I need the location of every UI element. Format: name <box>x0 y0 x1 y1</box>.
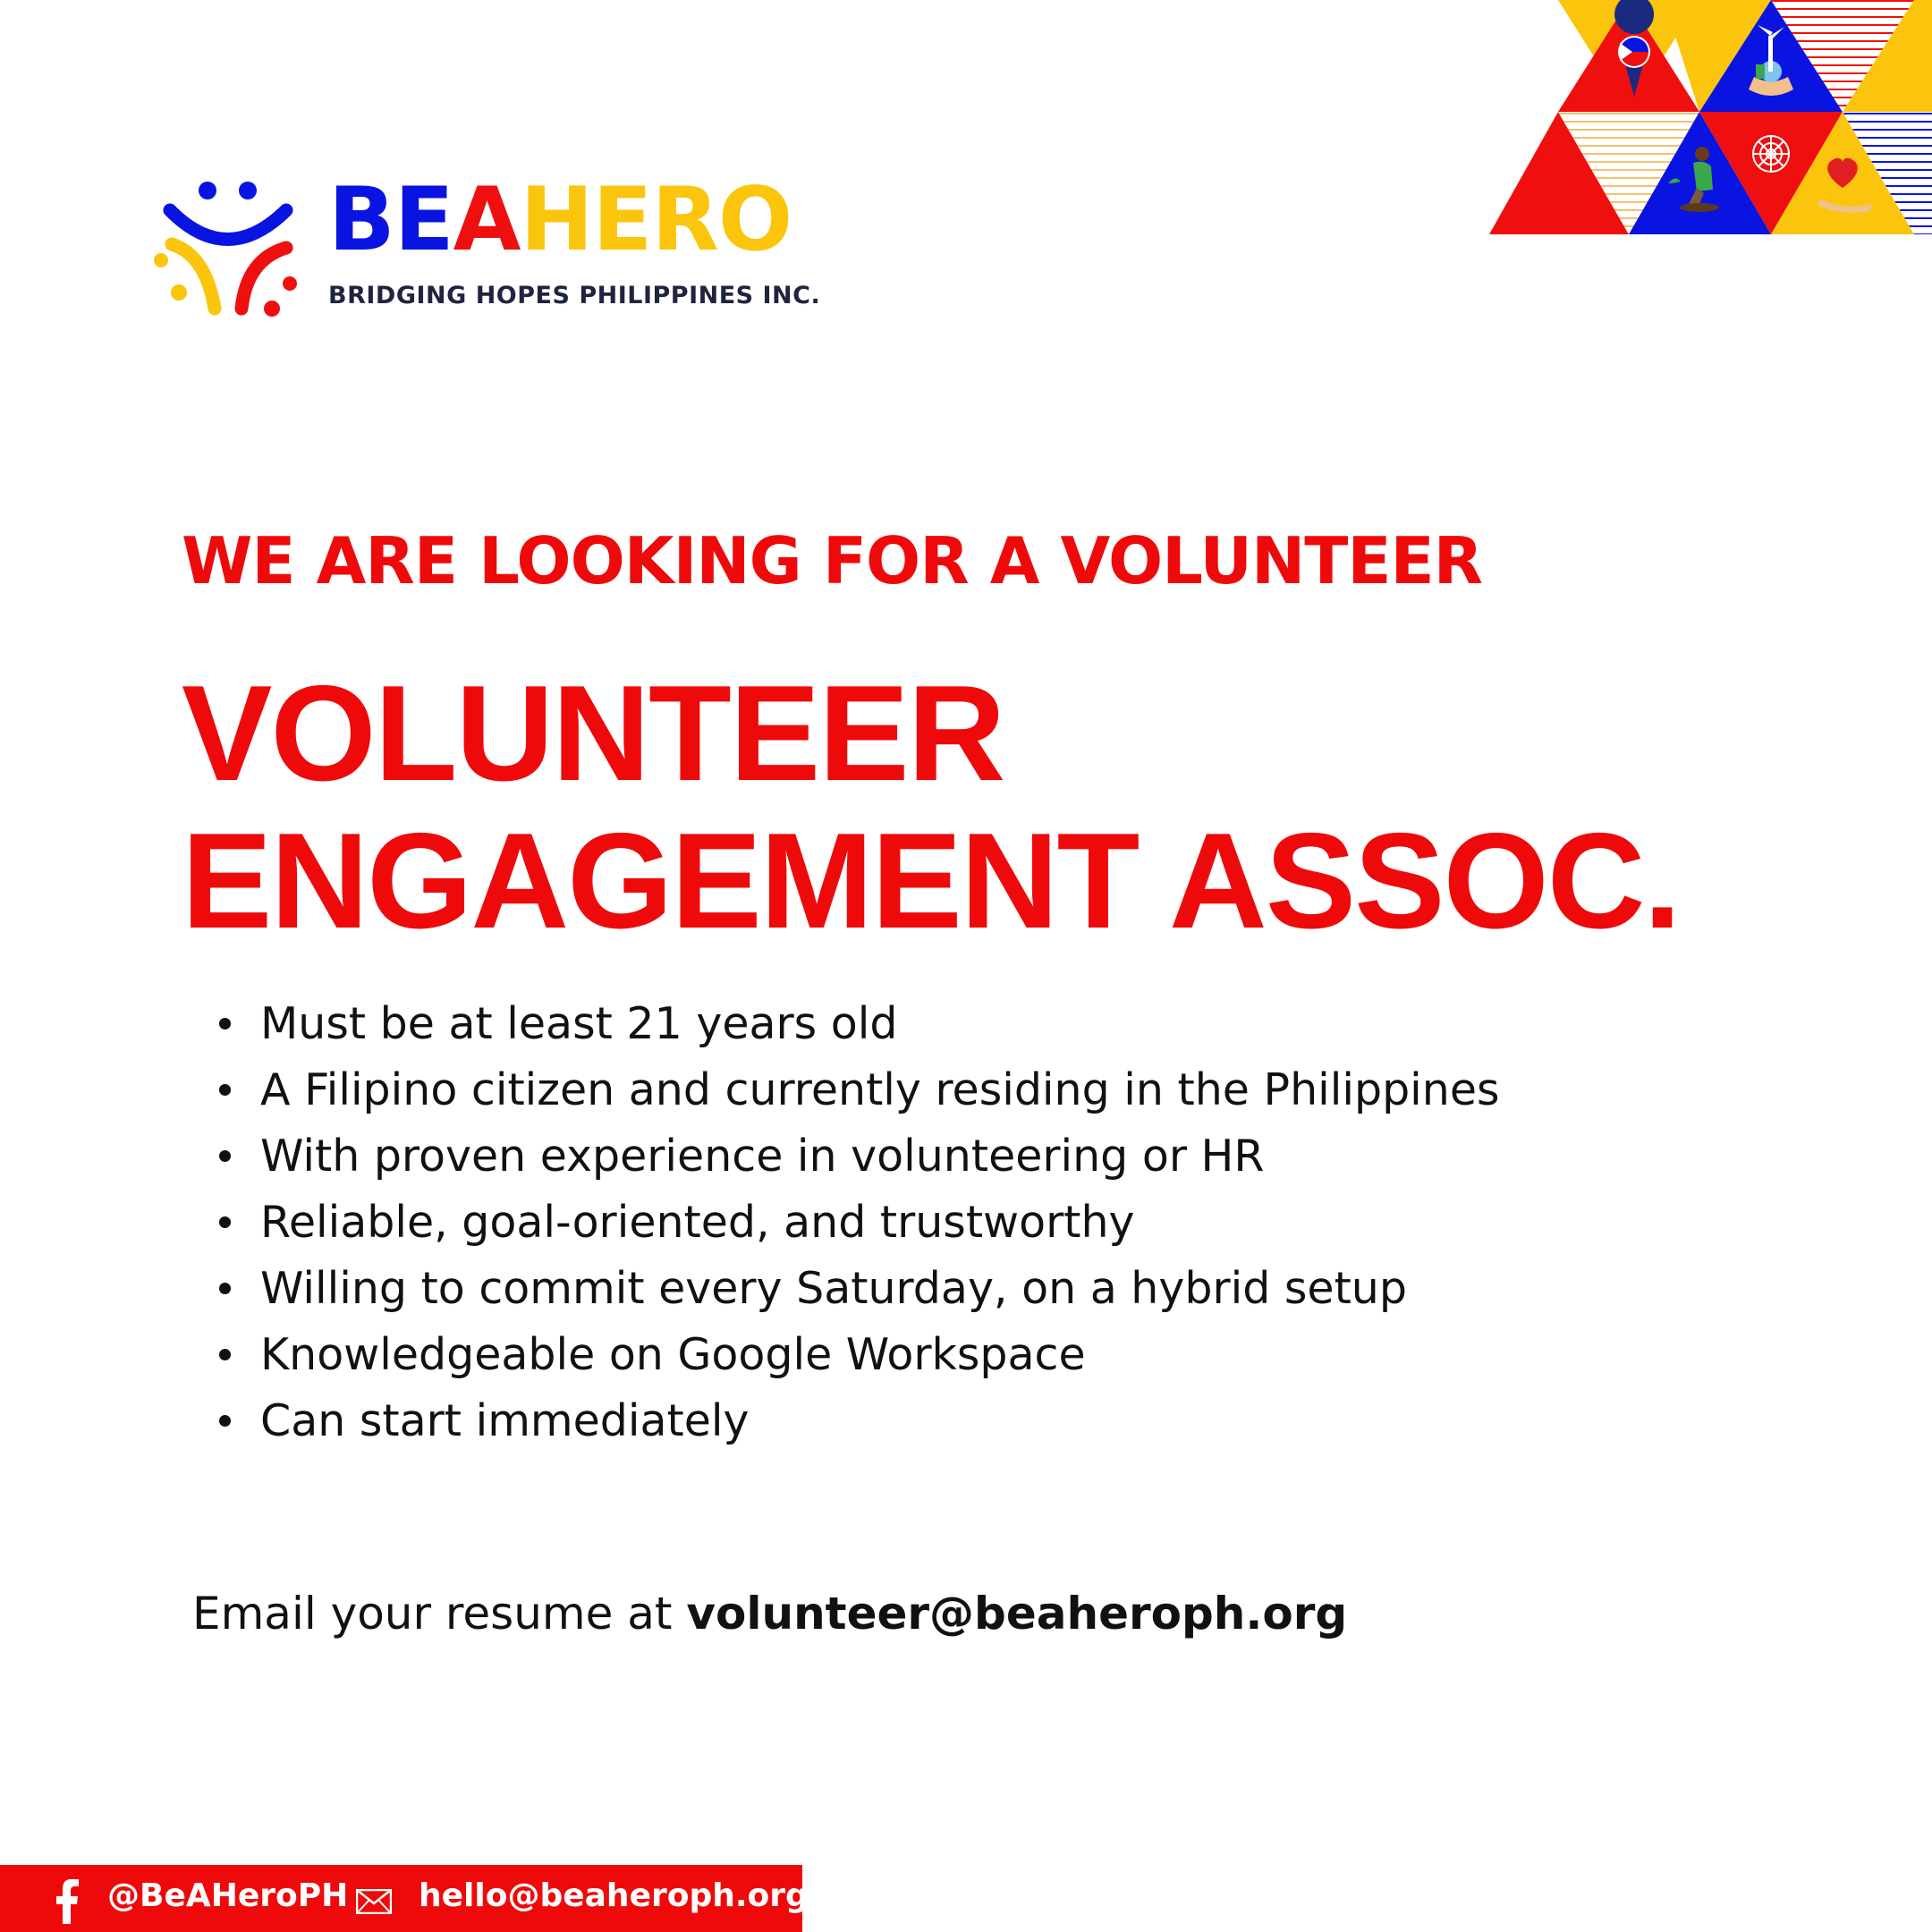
requirement-text: Can start immediately <box>260 1395 750 1446</box>
requirement-text: Reliable, goal-oriented, and trustworthy <box>260 1197 1135 1248</box>
requirements-list <box>219 991 1500 1454</box>
beahero-figure-logo-icon <box>154 174 306 326</box>
requirement-text: Willing to commit every Saturday, on a hybrid setup <box>260 1263 1407 1314</box>
position-title-line-2: ENGAGEMENT ASSOC. <box>182 805 1680 957</box>
facebook-icon[interactable] <box>54 1879 80 1924</box>
logo-tagline: BRIDGING HOPES PHILIPPINES INC. <box>328 282 821 309</box>
requirement-text: With proven experience in volunteering or HR <box>260 1131 1265 1182</box>
corner-triangle-mosaic <box>1489 0 1932 237</box>
email-prompt-text: Email your resume at <box>192 1588 687 1640</box>
bullet-icon <box>219 1018 231 1030</box>
logo-word-hero: HERO <box>520 169 792 271</box>
requirement-item <box>219 1190 1500 1256</box>
position-title-line-1: VOLUNTEER <box>182 657 1004 809</box>
logo-wordmark <box>328 169 792 271</box>
contact-footer-bar <box>0 1865 809 1932</box>
beahero-logo <box>154 169 821 326</box>
requirement-text: Must be at least 21 years old <box>260 998 898 1049</box>
requirement-item <box>219 1256 1500 1322</box>
contact-email-link[interactable]: hello@beaheroph.org <box>419 1877 809 1914</box>
email-instruction <box>192 1588 1347 1640</box>
logo-word-be: BE <box>328 169 453 271</box>
requirement-text: Knowledgeable on Google Workspace <box>260 1329 1086 1380</box>
bullet-icon <box>219 1216 231 1228</box>
requirement-item <box>219 991 1500 1057</box>
bullet-icon <box>219 1283 231 1294</box>
logo-word-a: A <box>453 169 521 271</box>
requirement-text: A Filipino citizen and currently residing in the Philippines <box>260 1064 1500 1115</box>
requirement-item <box>219 1123 1500 1190</box>
mandala-icon <box>1753 136 1789 172</box>
bullet-icon <box>219 1349 231 1360</box>
envelope-icon <box>356 1889 392 1914</box>
looking-for-volunteer-heading: WE ARE LOOKING FOR A VOLUNTEER <box>182 523 1483 598</box>
requirement-item <box>219 1388 1500 1454</box>
requirement-item <box>219 1322 1500 1388</box>
bullet-icon <box>219 1084 231 1096</box>
volunteer-email-link[interactable]: volunteer@beaheroph.org <box>686 1588 1348 1640</box>
bullet-icon <box>219 1415 231 1427</box>
bullet-icon <box>219 1150 231 1162</box>
position-title <box>182 657 1680 957</box>
facebook-handle[interactable]: @BeAHeroPH <box>107 1877 349 1914</box>
requirement-item <box>219 1057 1500 1123</box>
